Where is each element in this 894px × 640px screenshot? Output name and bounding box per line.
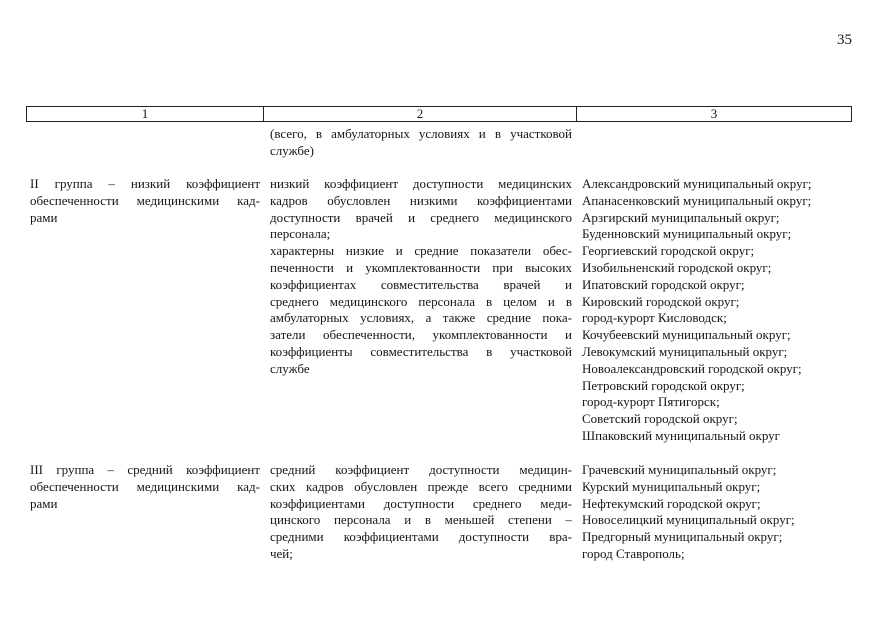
- district-item: Буденновский муниципальный округ;: [582, 226, 792, 242]
- table-header: [26, 106, 852, 122]
- group-2-description-line: низкий коэффициент доступности медицинских: [270, 176, 572, 191]
- group-2-title-line: II группа – низкий коэффициент: [30, 176, 260, 191]
- continuation-line: службе): [270, 142, 314, 158]
- district-item: Грачевский муниципальный округ;: [582, 462, 777, 477]
- district-item: город-курорт Пятигорск;: [582, 394, 720, 410]
- district-item: Новоселицкий муниципальный округ;: [582, 512, 795, 528]
- district-item: Ипатовский городской округ;: [582, 276, 745, 292]
- table-header-col1: 1: [27, 107, 264, 121]
- group-3-description: [270, 462, 572, 563]
- group-2-title-line: рами: [30, 209, 58, 225]
- group-2-description: [270, 176, 572, 378]
- district-item: Нефтекумский городской округ;: [582, 495, 761, 511]
- group-3-districts: [582, 462, 852, 563]
- district-item: Новоалександровский городской округ;: [582, 360, 802, 376]
- group-2-description-line: затели обеспеченности, укомплектованности и: [270, 327, 572, 343]
- group-2-description-line: среднего медицинского персонала в целом и в: [270, 293, 572, 309]
- group-2-description-line: кадров обусловлен низкими коэффициентами: [270, 192, 572, 208]
- district-item: Кочубеевский муниципальный округ;: [582, 327, 791, 343]
- group-3-description-line: средний коэффициент доступности медицин-: [270, 462, 572, 477]
- group-3-description-line: ских кадров обусловлен прежде всего средними: [270, 478, 572, 494]
- district-item: Предгорный муниципальный округ;: [582, 529, 783, 545]
- district-item: город Ставрополь;: [582, 545, 685, 561]
- group-2-description-line: службе: [270, 360, 310, 376]
- group-2-description-line: коэффициентах совместительства врачей и: [270, 276, 572, 292]
- district-item: Арзгирский муниципальный округ;: [582, 209, 780, 225]
- group-3-description-line: коэффициентами доступности среднего меди-: [270, 495, 572, 511]
- group-2-description-line: амбулаторных условиях, а также средние пока-: [270, 310, 572, 326]
- district-item: Советский городской округ;: [582, 411, 738, 427]
- district-item: Кировский городской округ;: [582, 293, 740, 309]
- group-2-title-line: обеспеченности медицинскими кад-: [30, 192, 260, 208]
- continuation-text: [270, 126, 572, 160]
- district-item: Георгиевский городской округ;: [582, 243, 755, 259]
- district-item: Курский муниципальный округ;: [582, 478, 761, 494]
- group-2-description-line: характерны низкие и средние показатели обес-: [270, 243, 572, 259]
- district-item: город-курорт Кисловодск;: [582, 310, 727, 326]
- group-2-districts: [582, 176, 852, 445]
- continuation-line: (всего, в амбулаторных условиях и в участковой: [270, 126, 572, 141]
- group-3-title-line: III группа – средний коэффициент: [30, 462, 260, 477]
- page-number: 35: [837, 32, 852, 48]
- group-2-title: [30, 176, 260, 226]
- table-header-col3: 3: [710, 106, 718, 121]
- group-3-description-line: чей;: [270, 545, 293, 561]
- district-item: Александровский муниципальный округ;: [582, 176, 812, 191]
- group-2-description-line: печенности и укомплектованности при высоких: [270, 259, 572, 275]
- group-3-title-line: рами: [30, 495, 58, 511]
- group-3-description-line: цинского персонала и в меньшей степени –: [270, 512, 572, 528]
- district-item: Апанасенковский муниципальный округ;: [582, 192, 812, 208]
- group-2-description-line: коэффициенты совместительства в участковой: [270, 343, 572, 359]
- district-item: Левокумский муниципальный округ;: [582, 343, 788, 359]
- table-header-col2: 2: [264, 107, 577, 121]
- group-3-title-line: обеспеченности медицинскими кад-: [30, 478, 260, 494]
- group-3-title: [30, 462, 260, 512]
- group-2-description-line: доступности врачей и среднего медицинского: [270, 209, 572, 225]
- group-3-description-line: средними коэффициентами доступности вра-: [270, 529, 572, 545]
- group-2-description-line: персонала;: [270, 226, 331, 242]
- district-item: Изобильненский городской округ;: [582, 259, 772, 275]
- district-item: Шпаковский муниципальный округ: [582, 427, 780, 443]
- district-item: Петровский городской округ;: [582, 377, 745, 393]
